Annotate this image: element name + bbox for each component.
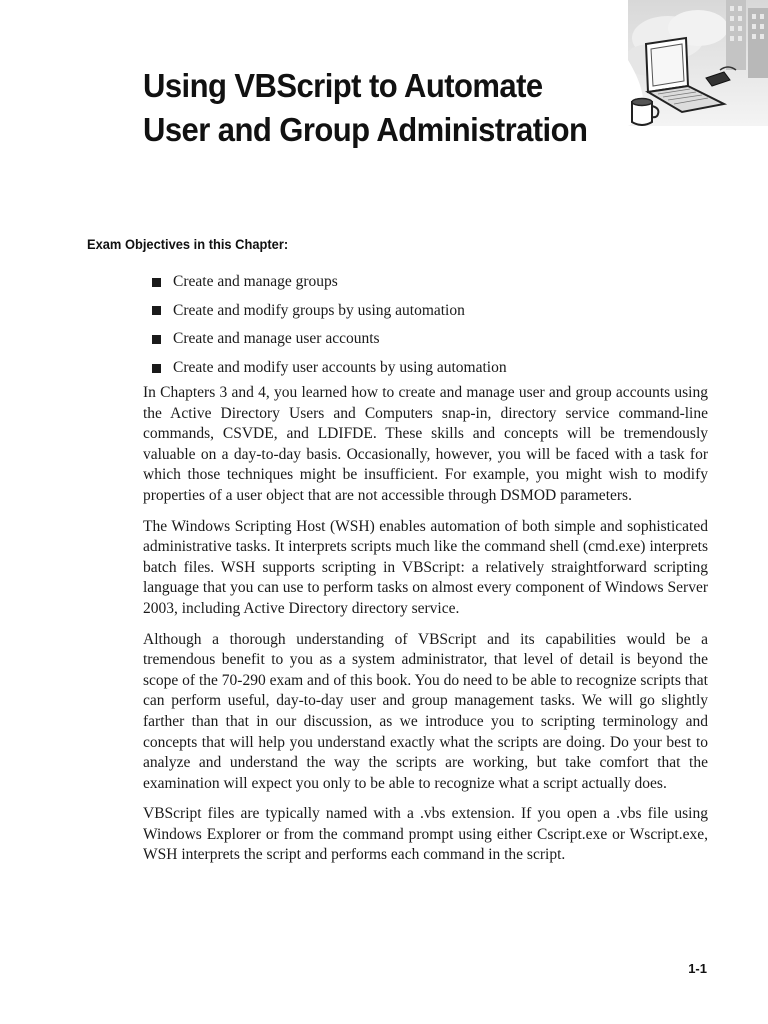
chapter-title: Using VBScript to Automate User and Group Administration: [143, 67, 588, 148]
objectives-list: [152, 268, 507, 382]
square-bullet-icon: [152, 364, 161, 373]
paragraph: VBScript files are typically named with a .vbs extension. If you open a .vbs file using Windows Explorer or from the command prompt using either Cscript.exe or Wscript.exe, WSH interprets the script and performs each command in the script.: [143, 805, 708, 864]
square-bullet-icon: [152, 306, 161, 315]
objective-text: Create and manage groups: [173, 273, 338, 290]
page-number: 1-1: [688, 961, 707, 976]
square-bullet-icon: [152, 278, 161, 287]
objective-text: Create and modify user accounts by using automation: [173, 358, 507, 376]
objectives-heading: Exam Objectives in this Chapter:: [87, 236, 289, 252]
list-item: [152, 297, 507, 326]
list-item: [152, 268, 507, 297]
paragraph: In Chapters 3 and 4, you learned how to create and manage user and group accounts using the Active Directory Users and Computers snap-in, directory service command-line commands, CSVDE, and LDIFDE. These skills and concepts will be tremendously valuable on a day-to-day basis. Occasionally, however, you will be faced with a task for which those techniques might be insufficient. For example, you might wish to modify properties of a user object that are not accessible through DSMOD parameters.: [143, 384, 708, 504]
square-bullet-icon: [152, 335, 161, 344]
laptop-coffee-illustration-icon: [628, 0, 768, 126]
body-text: [143, 383, 708, 876]
objective-text: Create and modify groups by using automation: [173, 301, 465, 319]
objective-text: Create and manage user accounts: [173, 330, 380, 348]
paragraph: The Windows Scripting Host (WSH) enables automation of both simple and sophisticated administrative tasks. It interprets scripts much like the command shell (cmd.exe) interprets batch files. WSH supports scripting in VBScript: a relatively straightforward scripting language that you can use to perform tasks on almost every component of Windows Server 2003, including Active Directory directory service.: [143, 517, 708, 617]
list-item: [152, 325, 507, 354]
paragraph: Although a thorough understanding of VBScript and its capabilities would be a tremendous benefit to you as a system administrator, that level of detail is beyond the scope of the 70-290 exam and of this book. You do need to be able to recognize scripts that can perform useful, day-to-day user and group management tasks. We will go slightly farther than that in our discussion, as we introduce you to scripting terminology and concepts that will help you understand exactly what the scripts are doing. Do your best to analyze and understand the way the scripts are working, but take comfort that the examination will expect you only to be able to recognize what a script actually does.: [143, 630, 708, 792]
list-item: [152, 354, 507, 383]
